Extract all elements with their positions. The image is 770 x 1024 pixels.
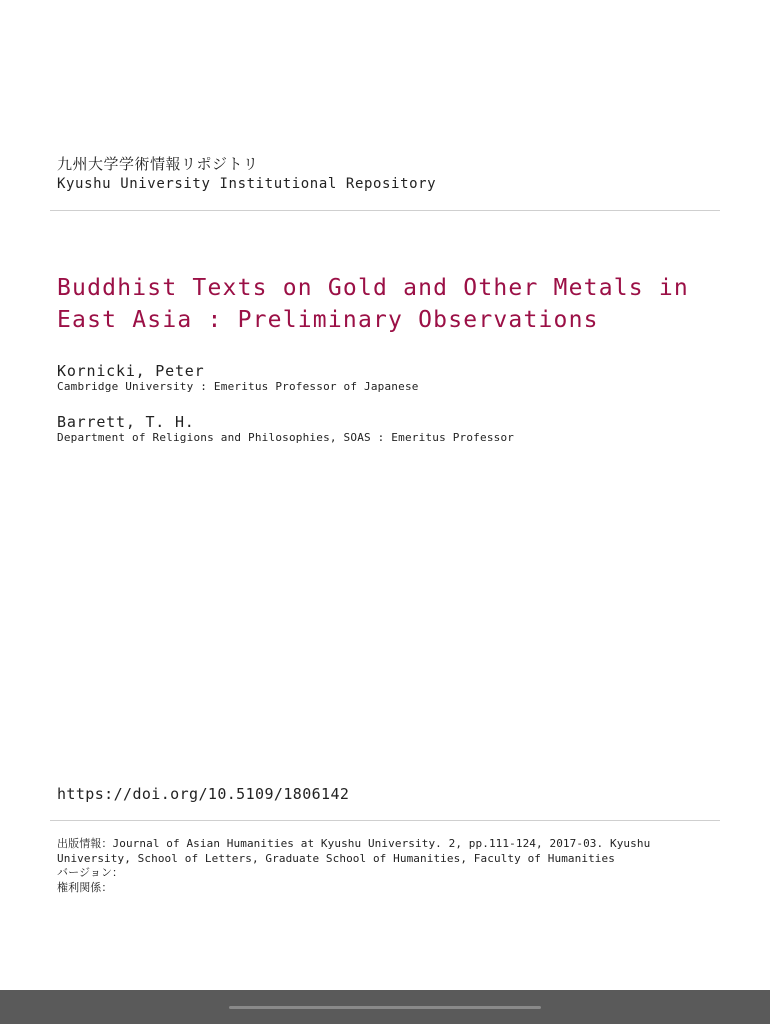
horizontal-scrollbar[interactable]	[229, 1006, 541, 1009]
doi-link[interactable]: https://doi.org/10.5109/1806142	[57, 785, 350, 803]
version-info: バージョン：	[57, 866, 124, 879]
article-title: Buddhist Texts on Gold and Other Metals in East Asia : Preliminary Observations	[57, 275, 689, 333]
author-name: Kornicki, Peter	[57, 362, 205, 380]
footer-divider	[50, 820, 720, 821]
repository-name-english: Kyushu University Institutional Repository	[57, 176, 437, 192]
repository-name-japanese: 九州大学学術情報リポジトリ	[57, 155, 259, 173]
author-affiliation: Cambridge University : Emeritus Professor of Japanese	[57, 380, 419, 393]
publication-info-line: 出版情報：Journal of Asian Humanities at Kyushu University. 2, pp.111-124, 2017-03. Kyushu	[57, 837, 651, 850]
author-affiliation: Department of Religions and Philosophies, SOAS : Emeritus Professor	[57, 431, 515, 444]
rights-info: 権利関係：	[57, 880, 113, 894]
header-divider	[50, 210, 720, 211]
author-name: Barrett, T. H.	[57, 413, 195, 431]
publication-info-line: University, School of Letters, Graduate School of Humanities, Faculty of Humanities	[57, 851, 615, 865]
publication-metadata	[57, 837, 707, 895]
